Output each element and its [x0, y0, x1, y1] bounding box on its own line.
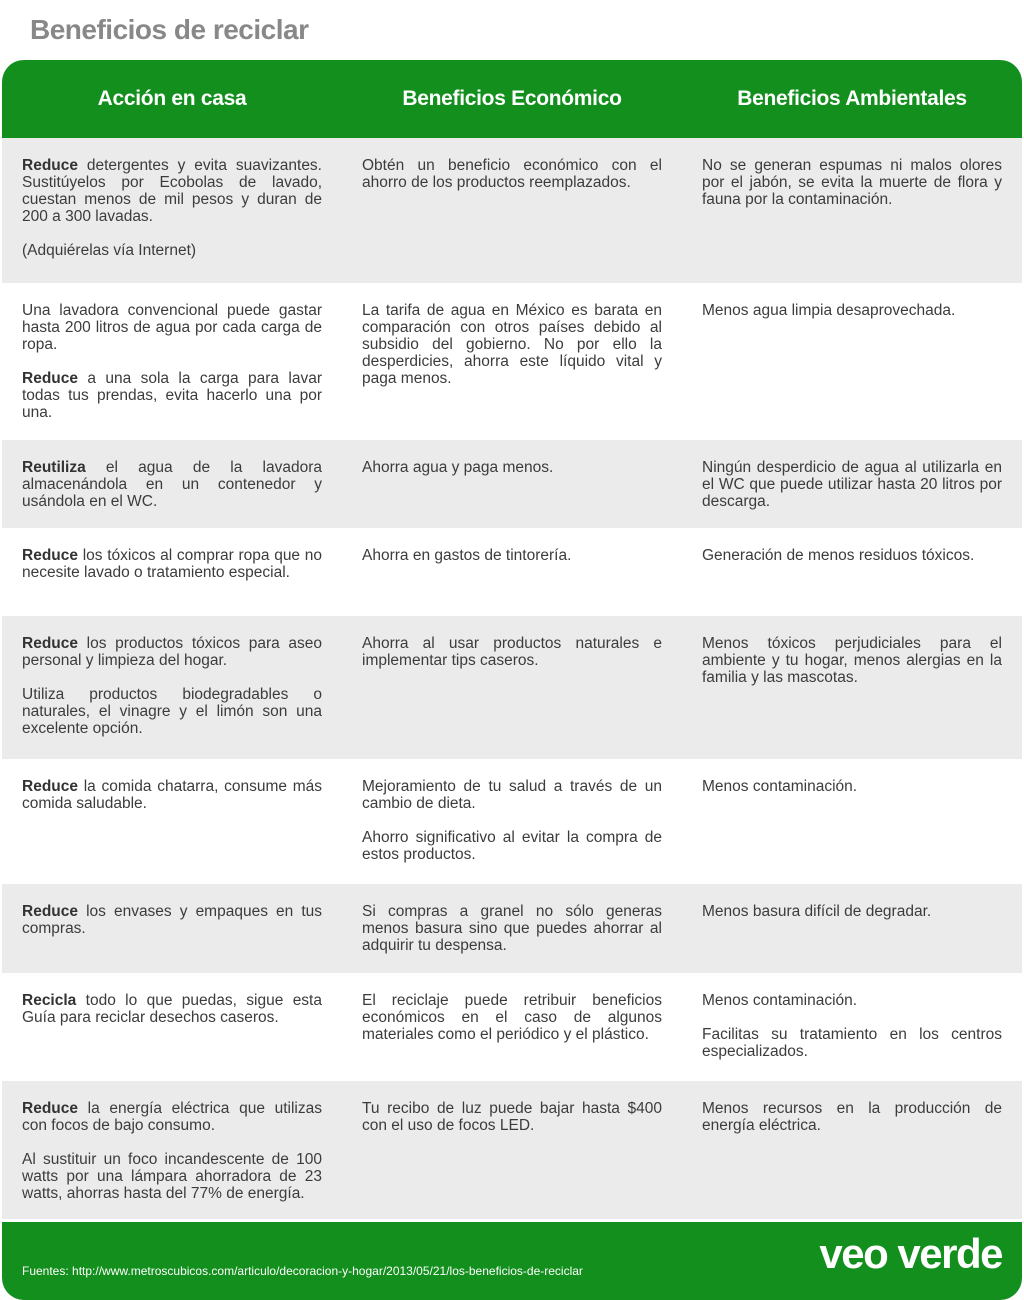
table-header: [2, 60, 1022, 138]
accion-paragraph: [22, 302, 322, 353]
economico-paragraph: Ahorra agua y paga menos.: [362, 459, 554, 476]
veo-verde-logo: veo verde: [819, 1230, 1002, 1277]
accion-text: el agua de la lavadora almacenándola en un contenedor y usándola en el WC.: [22, 459, 322, 510]
benefits-table: [2, 60, 1022, 1300]
accion-text: Utiliza productos biodegradables o naturales, el vinagre y el limón son una excelente opción.: [22, 686, 322, 737]
ambiental-cell: [682, 759, 1022, 884]
action-verb: Reduce: [22, 778, 78, 795]
accion-paragraph: [22, 686, 322, 737]
table-row: [2, 440, 1022, 528]
accion-cell: [2, 440, 342, 528]
economico-paragraph: Si compras a granel no sólo generas menos basura sino que puedes ahorrar al adquirir tu despensa.: [362, 903, 662, 954]
accion-cell: [2, 528, 342, 616]
ambiental-cell: [682, 138, 1022, 283]
accion-cell: [2, 283, 342, 440]
page-title: Beneficios de reciclar: [30, 14, 309, 45]
footer-bar: [2, 1222, 1022, 1300]
accion-cell: [2, 1081, 342, 1219]
accion-text: Al sustituir un foco incandescente de 100 watts por una lámpara ahorradora de 23 watts, ahorras hasta del 77% de energía.: [22, 1151, 322, 1202]
ambiental-cell: [682, 973, 1022, 1081]
header-accion: Acción en casa: [97, 87, 247, 110]
accion-paragraph: [22, 778, 322, 812]
accion-paragraph: [22, 635, 322, 669]
economico-paragraph: Ahorra en gastos de tintorería.: [362, 547, 572, 564]
table-row: [2, 759, 1022, 884]
accion-cell: [2, 759, 342, 884]
header-ambiental: Beneficios Ambientales: [737, 87, 967, 110]
accion-text: los tóxicos al comprar ropa que no necesite lavado o tratamiento especial.: [22, 547, 322, 581]
header-economico: Beneficios Económico: [402, 87, 622, 110]
ambiental-cell: [682, 884, 1022, 973]
economico-cell: [342, 759, 682, 884]
ambiental-cell: [682, 528, 1022, 616]
ambiental-cell: [682, 283, 1022, 440]
economico-cell: [342, 973, 682, 1081]
accion-text: los envases y empaques en tus compras.: [22, 903, 322, 937]
ambiental-cell: [682, 440, 1022, 528]
accion-text: la energía eléctrica que utilizas con focos de bajo consumo.: [22, 1100, 322, 1134]
table-row: [2, 1081, 1022, 1219]
table-row: [2, 283, 1022, 440]
accion-paragraph: [22, 459, 322, 510]
accion-paragraph: [22, 903, 322, 937]
ambiental-paragraph: No se generan espumas ni malos olores por el jabón, se evita la muerte de flora y fauna por la contaminación.: [702, 157, 1002, 208]
action-verb: Reduce: [22, 547, 78, 564]
accion-text: los productos tóxicos para aseo personal y limpieza del hogar.: [22, 635, 322, 669]
economico-cell: [342, 283, 682, 440]
action-verb: Reduce: [22, 903, 78, 920]
ambiental-paragraph: Generación de menos residuos tóxicos.: [702, 547, 975, 564]
accion-text: a una sola la carga para lavar todas tus prendas, evita hacerlo una por una.: [22, 370, 322, 421]
economico-paragraph: Ahorra al usar productos naturales e implementar tips caseros.: [362, 635, 662, 669]
accion-paragraph: [22, 992, 322, 1026]
ambiental-paragraph: Menos tóxicos perjudiciales para el ambiente y tu hogar, menos alergias en la familia y las mascotas.: [702, 635, 1002, 686]
ambiental-paragraph: Menos recursos en la producción de energía eléctrica.: [702, 1100, 1002, 1134]
table-row: [2, 973, 1022, 1081]
accion-paragraph: [22, 370, 322, 421]
ambiental-paragraph: Menos basura difícil de degradar.: [702, 903, 932, 920]
ambiental-paragraph: Ningún desperdicio de agua al utilizarla en el WC que puede utilizar hasta 20 litros por descarga.: [702, 459, 1002, 510]
action-verb: Reutiliza: [22, 459, 86, 476]
action-verb: Reduce: [22, 370, 78, 387]
action-verb: Reduce: [22, 1100, 78, 1117]
accion-cell: [2, 884, 342, 973]
action-verb: Reduce: [22, 635, 78, 652]
table-body: [2, 138, 1022, 1219]
ambiental-paragraph: Facilitas su tratamiento en los centros especializados.: [702, 1026, 1002, 1060]
accion-cell: [2, 616, 342, 759]
ambiental-paragraph: Menos contaminación.: [702, 992, 858, 1009]
ambiental-cell: [682, 616, 1022, 759]
economico-cell: [342, 616, 682, 759]
economico-cell: [342, 440, 682, 528]
table-row: [2, 616, 1022, 759]
accion-text: (Adquiérelas vía Internet): [22, 242, 197, 259]
accion-text: Una lavadora convencional puede gastar hasta 200 litros de agua por cada carga de ropa.: [22, 302, 322, 353]
accion-text: detergentes y evita suavizantes. Sustitúyelos por Ecobolas de lavado, cuestan menos de mil pesos y duran de 200 a 300 lavadas.: [22, 157, 322, 225]
economico-cell: [342, 1081, 682, 1219]
economico-paragraph: Mejoramiento de tu salud a través de un cambio de dieta.: [362, 778, 662, 812]
accion-paragraph: [22, 547, 322, 581]
economico-cell: [342, 528, 682, 616]
economico-paragraph: Obtén un beneficio económico con el ahorro de los productos reemplazados.: [362, 157, 662, 191]
accion-paragraph: [22, 242, 322, 259]
accion-text: todo lo que puedas, sigue esta Guía para reciclar desechos caseros.: [22, 992, 322, 1026]
economico-cell: [342, 884, 682, 973]
action-verb: Reduce: [22, 157, 78, 174]
economico-paragraph: Ahorro significativo al evitar la compra de estos productos.: [362, 829, 662, 863]
accion-paragraph: [22, 1100, 322, 1134]
source-link[interactable]: Fuentes: http://www.metroscubicos.com/articulo/decoracion-y-hogar/2013/05/21/los-beneficios-de-reciclar: [22, 1264, 583, 1278]
economico-cell: [342, 138, 682, 283]
ambiental-paragraph: Menos agua limpia desaprovechada.: [702, 302, 956, 319]
action-verb: Recicla: [22, 992, 77, 1009]
economico-paragraph: El reciclaje puede retribuir beneficios económicos en el caso de algunos materiales como el periódico y el plástico.: [362, 992, 662, 1043]
economico-paragraph: Tu recibo de luz puede bajar hasta $400 con el uso de focos LED.: [362, 1100, 662, 1134]
accion-cell: [2, 973, 342, 1081]
ambiental-cell: [682, 1081, 1022, 1219]
table-row: [2, 138, 1022, 283]
economico-paragraph: La tarifa de agua en México es barata en comparación con otros países debido al subsidio del gobierno. No por ello la desperdicies, ahorra este líquido vital y paga menos.: [362, 302, 662, 387]
ambiental-paragraph: Menos contaminación.: [702, 778, 858, 795]
accion-text: la comida chatarra, consume más comida saludable.: [22, 778, 322, 812]
accion-cell: [2, 138, 342, 283]
accion-paragraph: [22, 1151, 322, 1202]
table-row: [2, 884, 1022, 973]
accion-paragraph: [22, 157, 322, 225]
table-row: [2, 528, 1022, 616]
